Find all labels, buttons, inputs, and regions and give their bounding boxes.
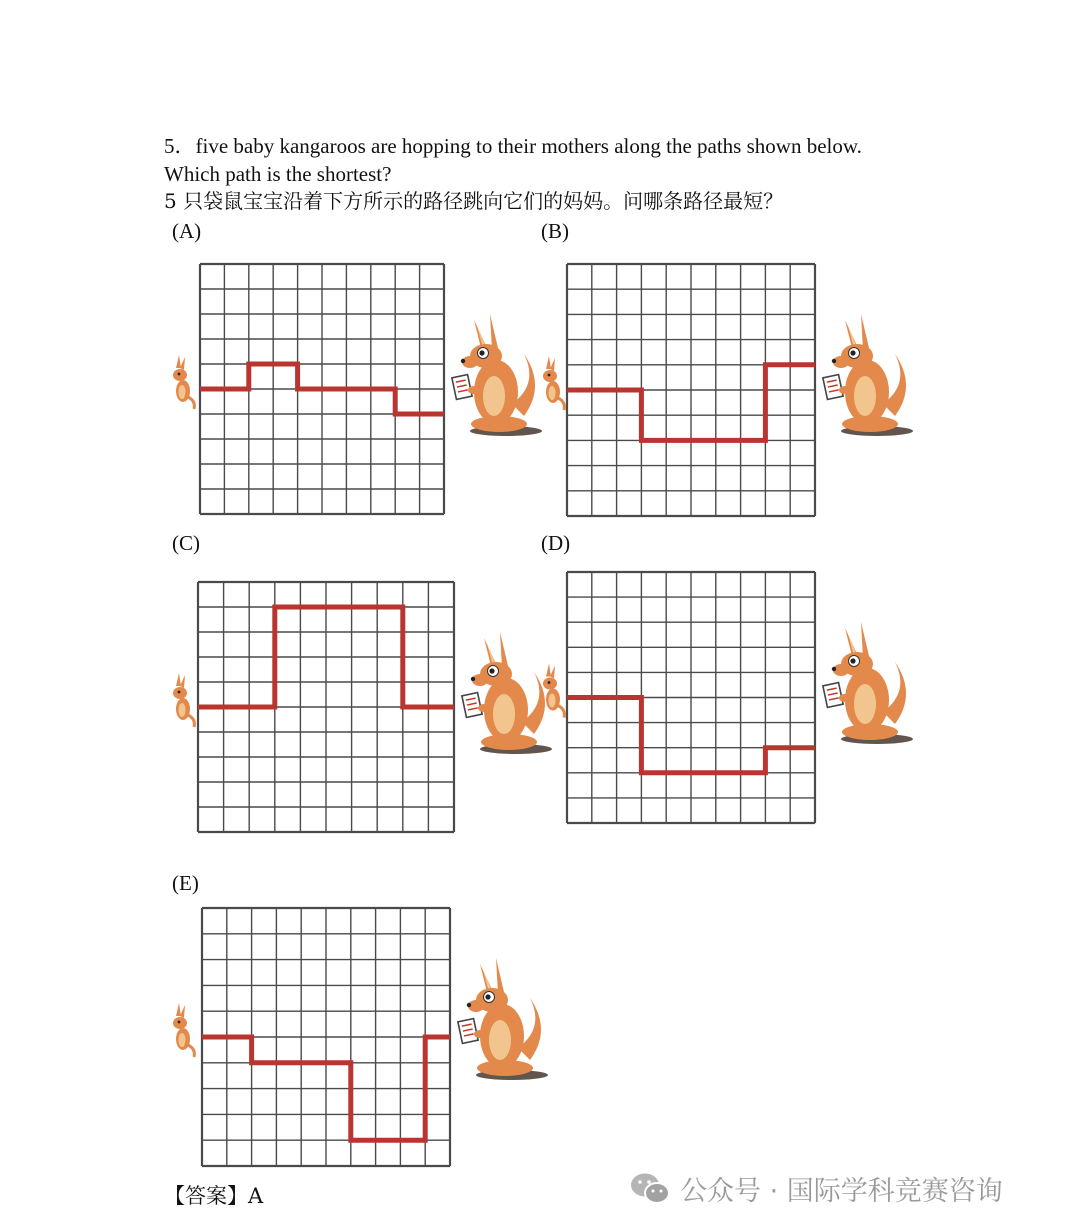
grid-figure	[540, 262, 900, 518]
option-label-c: (C)	[172, 531, 200, 555]
question-line-en-1: 5．five baby kangaroos are hopping to their mothers along the paths shown below.	[164, 134, 862, 158]
grid-figure	[170, 580, 535, 834]
question-line-en-2: Which path is the shortest?	[164, 162, 392, 186]
option-panel-e	[170, 906, 535, 1168]
watermark-text: 公众号 · 国际学科竞赛咨询	[680, 1175, 1003, 1207]
mother-kangaroo-icon	[452, 314, 542, 436]
option-panel-b	[540, 262, 900, 518]
option-panel-d	[540, 570, 900, 825]
mother-kangaroo-icon	[823, 314, 913, 436]
wechat-icon	[628, 1170, 672, 1206]
baby-kangaroo-icon	[543, 356, 564, 410]
mother-kangaroo-icon	[458, 958, 548, 1080]
baby-kangaroo-icon	[543, 664, 564, 718]
baby-kangaroo-icon	[173, 673, 194, 727]
question-line-zh: 5 只袋鼠宝宝沿着下方所示的路径跳向它们的妈妈。问哪条路径最短？	[164, 189, 784, 213]
mother-kangaroo-icon	[823, 622, 913, 744]
option-panel-a	[170, 262, 530, 518]
grid-figure	[540, 570, 900, 825]
option-panel-c	[170, 580, 535, 834]
option-label-d: (D)	[541, 531, 571, 555]
option-label-a: (A)	[172, 219, 202, 243]
answer: 【答案】A	[164, 1184, 264, 1208]
mother-kangaroo-icon	[462, 632, 552, 754]
option-label-e: (E)	[172, 871, 199, 895]
option-label-b: (B)	[541, 219, 569, 243]
watermark	[628, 1168, 1003, 1208]
grid-figure	[170, 906, 535, 1168]
baby-kangaroo-icon	[173, 355, 194, 409]
grid-figure	[170, 262, 530, 518]
baby-kangaroo-icon	[173, 1003, 194, 1057]
